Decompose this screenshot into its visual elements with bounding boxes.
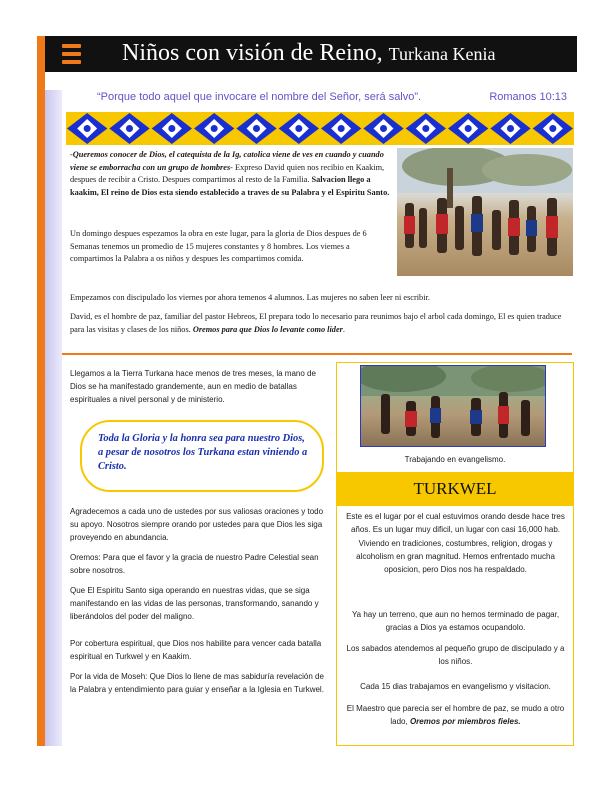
intro-p4-bold: Oremos para que Dios lo levante como lider <box>192 324 343 334</box>
intro-p4-plain: David, es el hombre de paz, familiar del pastor Hebreos, El prepara todo lo necesario para reunimos bajo el arbol cada domingo, El es quien traduce para las visitas y clases de los niños. <box>70 312 562 334</box>
banner-dot <box>168 125 175 132</box>
menu-icon[interactable] <box>62 44 81 64</box>
intro-paragraph-1 <box>70 149 392 199</box>
header-bar <box>45 36 577 72</box>
intro-p1-italic: -Queremos conocer de Dios, el catequista de la Ig, catolica viene de ves en cuando y cuando viene se emborracha con un grupo de hombres- <box>70 150 384 172</box>
intro-p1-plain: Expreso David quien nos recibio en Kaakim, despues de recibir a Cristo. Despues compartimos al resto de la Familia. <box>70 162 385 184</box>
callout-box <box>80 420 324 492</box>
right-paragraph-4: Cada 15 dias trabajamos en evangelismo y visitacion. <box>360 682 551 691</box>
photo-caption: Trabajando en evangelismo. <box>404 455 506 464</box>
left-lavender-bar <box>45 90 62 746</box>
left-paragraph-1: Llegamos a la Tierra Turkana hace menos de tres meses, la mano de Dios se ha manifestado grandemente, aun en medio de batallas espirituales a nivel personal y de ministerio. <box>70 369 316 404</box>
left-paragraph-2: Agradecemos a cada uno de ustedes por sus valiosas oraciones y todo su apoyo. Nosotros siempre orando por ustedes para que Dios les siga proveyendo en abundancia. <box>70 507 324 542</box>
right-paragraph-5 <box>343 702 568 729</box>
left-paragraph-4: Que El Espiritu Santo siga operando en nuestras vidas, que se siga manifestando en las vidas de las personas, transformando, sanando y liberándolos del poder del maligno. <box>70 586 319 621</box>
title-subtitle: Turkana Kenia <box>388 44 496 64</box>
title-main: Niños con visión de Reino, <box>122 40 383 66</box>
banner-dot <box>465 125 472 132</box>
intro-p1-bold: Salvacion llego a kaakim, El reino de Dios esta siendo establecido a traves de su Palabra y el Espiritu Santo. <box>70 175 390 197</box>
banner-dot <box>253 125 260 132</box>
banner-dot <box>126 125 133 132</box>
banner-dot <box>338 125 345 132</box>
photo-evangelism <box>360 365 546 447</box>
right-paragraph-2: Ya hay un terreno, que aun no hemos terminado de pagar, gracias a Dios ya estamos ocupandolo. <box>351 610 560 633</box>
left-accent-bar <box>37 36 45 746</box>
intro-paragraph-4 <box>70 311 570 336</box>
intro-p4-end: . <box>342 324 345 334</box>
banner-dot <box>549 125 556 132</box>
diamond-banner <box>66 112 574 145</box>
callout-text: Toda la Gloria y la honra sea para nuestro Dios, a pesar de nosotros los Turkana estan viniendo a Cristo. <box>98 433 308 472</box>
right-p5-plain: El Maestro que parecia ser el hombre de paz, se mudo a otro lado, <box>346 704 565 727</box>
left-paragraph-3: Oremos: Para que el favor y la gracia de nuestro Padre Celestial sean sobre nosotros. <box>70 553 319 575</box>
bible-quote <box>97 91 567 103</box>
left-paragraph-5: Por cobertura espiritual, que Dios nos habilite para vencer cada batalla espiritual en Turkwel y en Kaakim. <box>70 639 322 661</box>
right-paragraph-1: Este es el lugar por el cual estuvimos orando desde hace tres años. Es un lugar muy dificil, un lugar con casi 16,000 hab. Viviendo en tradiciones, costumbres, religion, drogas y alcoholism en gran magnitud. Hemos enfrentado mucha oposicion, pero Dios nos ha respaldado. <box>346 512 565 575</box>
left-paragraph-6: Por la vida de Moseh: Que Dios lo llene de mas sabiduría revelación de la Palabra y entendimiento para guiar y enseñar a la Iglesia en Turkwel. <box>70 672 324 694</box>
banner-dot <box>380 125 387 132</box>
right-p5-bold: Oremos por miembros fieles. <box>409 717 521 727</box>
turkwel-heading-bar <box>337 472 573 506</box>
section-divider <box>62 353 572 355</box>
intro-paragraph-2: Un domingo despues espezamos la obra en este lugar, para la gloria de Dios despues de 6 Semanas tenemos un promedio de 15 mujeres constantes y 8 hombres. Los viemes a compartimos la Palabra a os niños y despues les compartimos comida. <box>70 229 367 263</box>
banner-dot <box>507 125 514 132</box>
turkwel-heading: TURKWEL <box>413 479 497 498</box>
banner-dot <box>422 125 429 132</box>
banner-dot <box>295 125 302 132</box>
quote-text: “Porque todo aquel que invocare el nombre del Señor, será salvo”. <box>97 91 422 103</box>
banner-dot <box>84 125 91 132</box>
photo-village-gathering <box>397 148 573 276</box>
intro-paragraph-3: Empezamos con discipulado los viernes por ahora temenos 4 alumnos. Las mujeres no saben leer ni escribir. <box>70 293 430 302</box>
diamond-pattern <box>66 112 574 145</box>
quote-reference: Romanos 10:13 <box>489 91 567 103</box>
page-title <box>122 40 495 67</box>
banner-dot <box>211 125 218 132</box>
right-paragraph-3: Los sabados atendemos al pequeño grupo de discipulado y a los niños. <box>346 644 565 667</box>
